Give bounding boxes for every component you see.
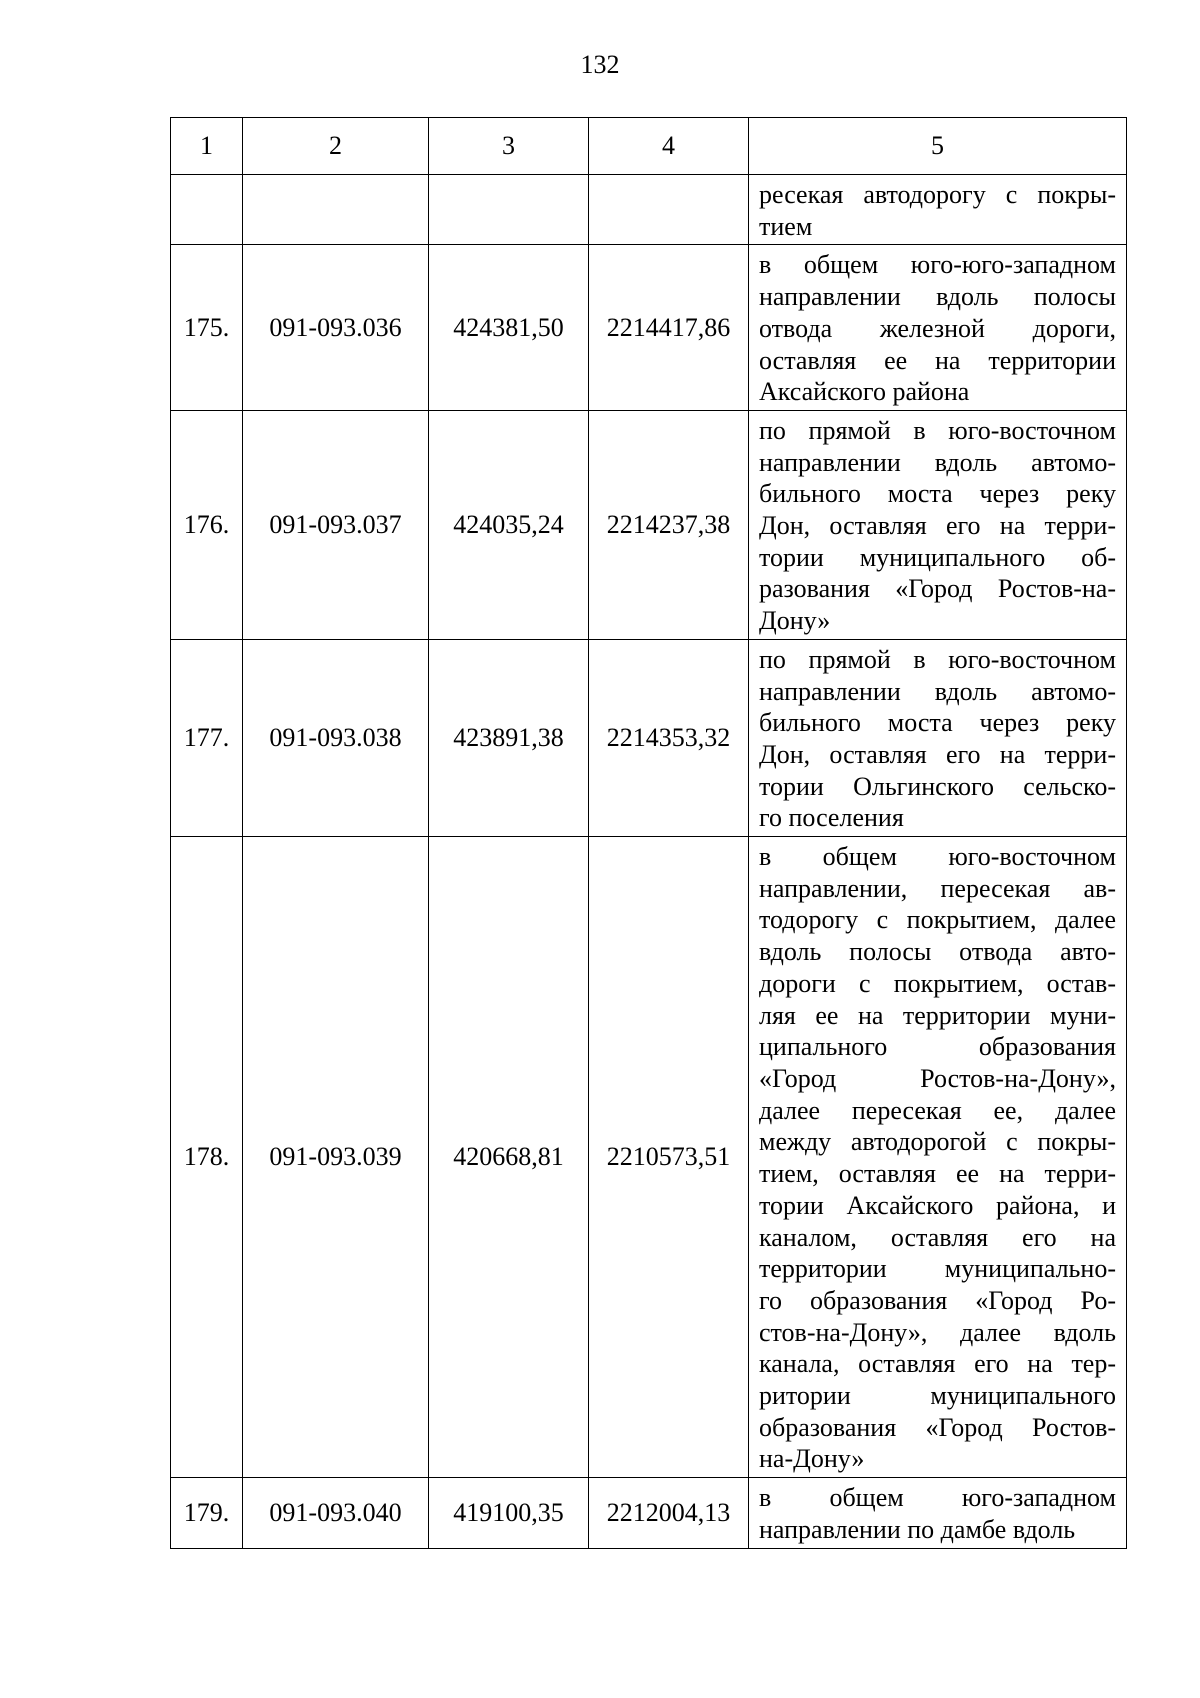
description-line: ритории муниципального bbox=[759, 1381, 1116, 1411]
cell-x: 423891,38 bbox=[429, 639, 589, 836]
description-line: ресекая автодорогу с покры- bbox=[759, 180, 1116, 209]
header-col-5: 5 bbox=[749, 118, 1127, 175]
page-number: 132 bbox=[580, 50, 620, 79]
cell-description bbox=[749, 1478, 1127, 1548]
description-line: в общем юго-юго-западном bbox=[759, 250, 1116, 280]
description-line: дороги с покрытием, остав- bbox=[759, 968, 1116, 998]
cell-code bbox=[243, 175, 429, 245]
description-line: направлении вдоль полосы bbox=[759, 282, 1116, 312]
cell-description bbox=[749, 245, 1127, 411]
description-line: канала, оставляя его на тер- bbox=[759, 1349, 1116, 1379]
cell-code: 091-093.040 bbox=[243, 1478, 429, 1548]
description-line: го поселения bbox=[759, 803, 904, 833]
header-col-3: 3 bbox=[429, 118, 589, 175]
cell-number: 176. bbox=[171, 410, 243, 639]
cell-description bbox=[749, 837, 1127, 1478]
description-line: образования «Город Ростов- bbox=[759, 1412, 1116, 1442]
description-line: вдоль полосы отвода авто- bbox=[759, 937, 1116, 967]
cell-number: 175. bbox=[171, 245, 243, 411]
continuation-row bbox=[171, 175, 1127, 245]
description-line: тием bbox=[759, 211, 813, 241]
description-line: по прямой в юго-восточном bbox=[759, 415, 1116, 445]
description-line: далее пересекая ее, далее bbox=[759, 1095, 1116, 1125]
description-line: стов-на-Дону», далее вдоль bbox=[759, 1317, 1116, 1347]
cell-description bbox=[749, 639, 1127, 836]
cell-number bbox=[171, 175, 243, 245]
description-line: тием, оставляя ее на терри- bbox=[759, 1159, 1116, 1189]
cell-description bbox=[749, 175, 1127, 245]
cell-x bbox=[429, 175, 589, 245]
cell-x: 424035,24 bbox=[429, 410, 589, 639]
cell-x: 420668,81 bbox=[429, 837, 589, 1478]
description-line: Дон, оставляя его на терри- bbox=[759, 739, 1116, 769]
description-line: разования «Город Ростов-на- bbox=[759, 574, 1116, 604]
description-line: тории Аксайского района, и bbox=[759, 1190, 1116, 1220]
cell-code: 091-093.036 bbox=[243, 245, 429, 411]
cell-y: 2214237,38 bbox=[589, 410, 749, 639]
description-line: «Город Ростов-на-Дону», bbox=[759, 1063, 1116, 1093]
cell-y: 2214417,86 bbox=[589, 245, 749, 411]
header-col-1: 1 bbox=[171, 118, 243, 175]
table-row bbox=[171, 837, 1127, 1478]
description-line: Дон, оставляя его на терри- bbox=[759, 511, 1116, 541]
cell-y: 2214353,32 bbox=[589, 639, 749, 836]
description-line: направлении вдоль автомо- bbox=[759, 676, 1116, 706]
cell-x: 424381,50 bbox=[429, 245, 589, 411]
cell-y bbox=[589, 175, 749, 245]
description-line: бильного моста через реку bbox=[759, 708, 1116, 738]
description-line: территории муниципально- bbox=[759, 1254, 1116, 1284]
description-line: тории Ольгинского сельско- bbox=[759, 771, 1116, 801]
header-col-2: 2 bbox=[243, 118, 429, 175]
description-line: тории муниципального об- bbox=[759, 542, 1116, 572]
description-line: в общем юго-восточном bbox=[759, 842, 1116, 872]
table-row bbox=[171, 1478, 1127, 1548]
cell-code: 091-093.039 bbox=[243, 837, 429, 1478]
cell-description bbox=[749, 410, 1127, 639]
cell-y: 2210573,51 bbox=[589, 837, 749, 1478]
description-line: направлении вдоль автомо- bbox=[759, 447, 1116, 477]
description-line: ляя ее на территории муни- bbox=[759, 1000, 1116, 1030]
cell-x: 419100,35 bbox=[429, 1478, 589, 1548]
table-body bbox=[171, 175, 1127, 1549]
header-row bbox=[171, 118, 1127, 175]
description-line: направлении по дамбе вдоль bbox=[759, 1514, 1076, 1544]
description-line: по прямой в юго-восточном bbox=[759, 644, 1116, 674]
cell-number: 179. bbox=[171, 1478, 243, 1548]
description-line: Аксайского района bbox=[759, 377, 970, 407]
description-line: отвода железной дороги, bbox=[759, 313, 1116, 343]
description-line: в общем юго-западном bbox=[759, 1483, 1116, 1513]
coordinates-table bbox=[170, 117, 1127, 1549]
cell-y: 2212004,13 bbox=[589, 1478, 749, 1548]
description-line: Дону» bbox=[759, 606, 831, 636]
description-line: каналом, оставляя его на bbox=[759, 1222, 1116, 1252]
description-line: тодорогу с покрытием, далее bbox=[759, 905, 1116, 935]
table-row bbox=[171, 639, 1127, 836]
cell-code: 091-093.038 bbox=[243, 639, 429, 836]
header-col-4: 4 bbox=[589, 118, 749, 175]
description-line: бильного моста через реку bbox=[759, 479, 1116, 509]
table-row bbox=[171, 410, 1127, 639]
description-line: между автодорогой с покры- bbox=[759, 1127, 1116, 1157]
description-line: го образования «Город Ро- bbox=[759, 1285, 1116, 1315]
cell-number: 177. bbox=[171, 639, 243, 836]
cell-code: 091-093.037 bbox=[243, 410, 429, 639]
table-row bbox=[171, 245, 1127, 411]
description-line: направлении, пересекая ав- bbox=[759, 873, 1116, 903]
description-line: ципального образования bbox=[759, 1032, 1116, 1062]
description-line: оставляя ее на территории bbox=[759, 345, 1116, 375]
cell-number: 178. bbox=[171, 837, 243, 1478]
description-line: на-Дону» bbox=[759, 1444, 865, 1474]
